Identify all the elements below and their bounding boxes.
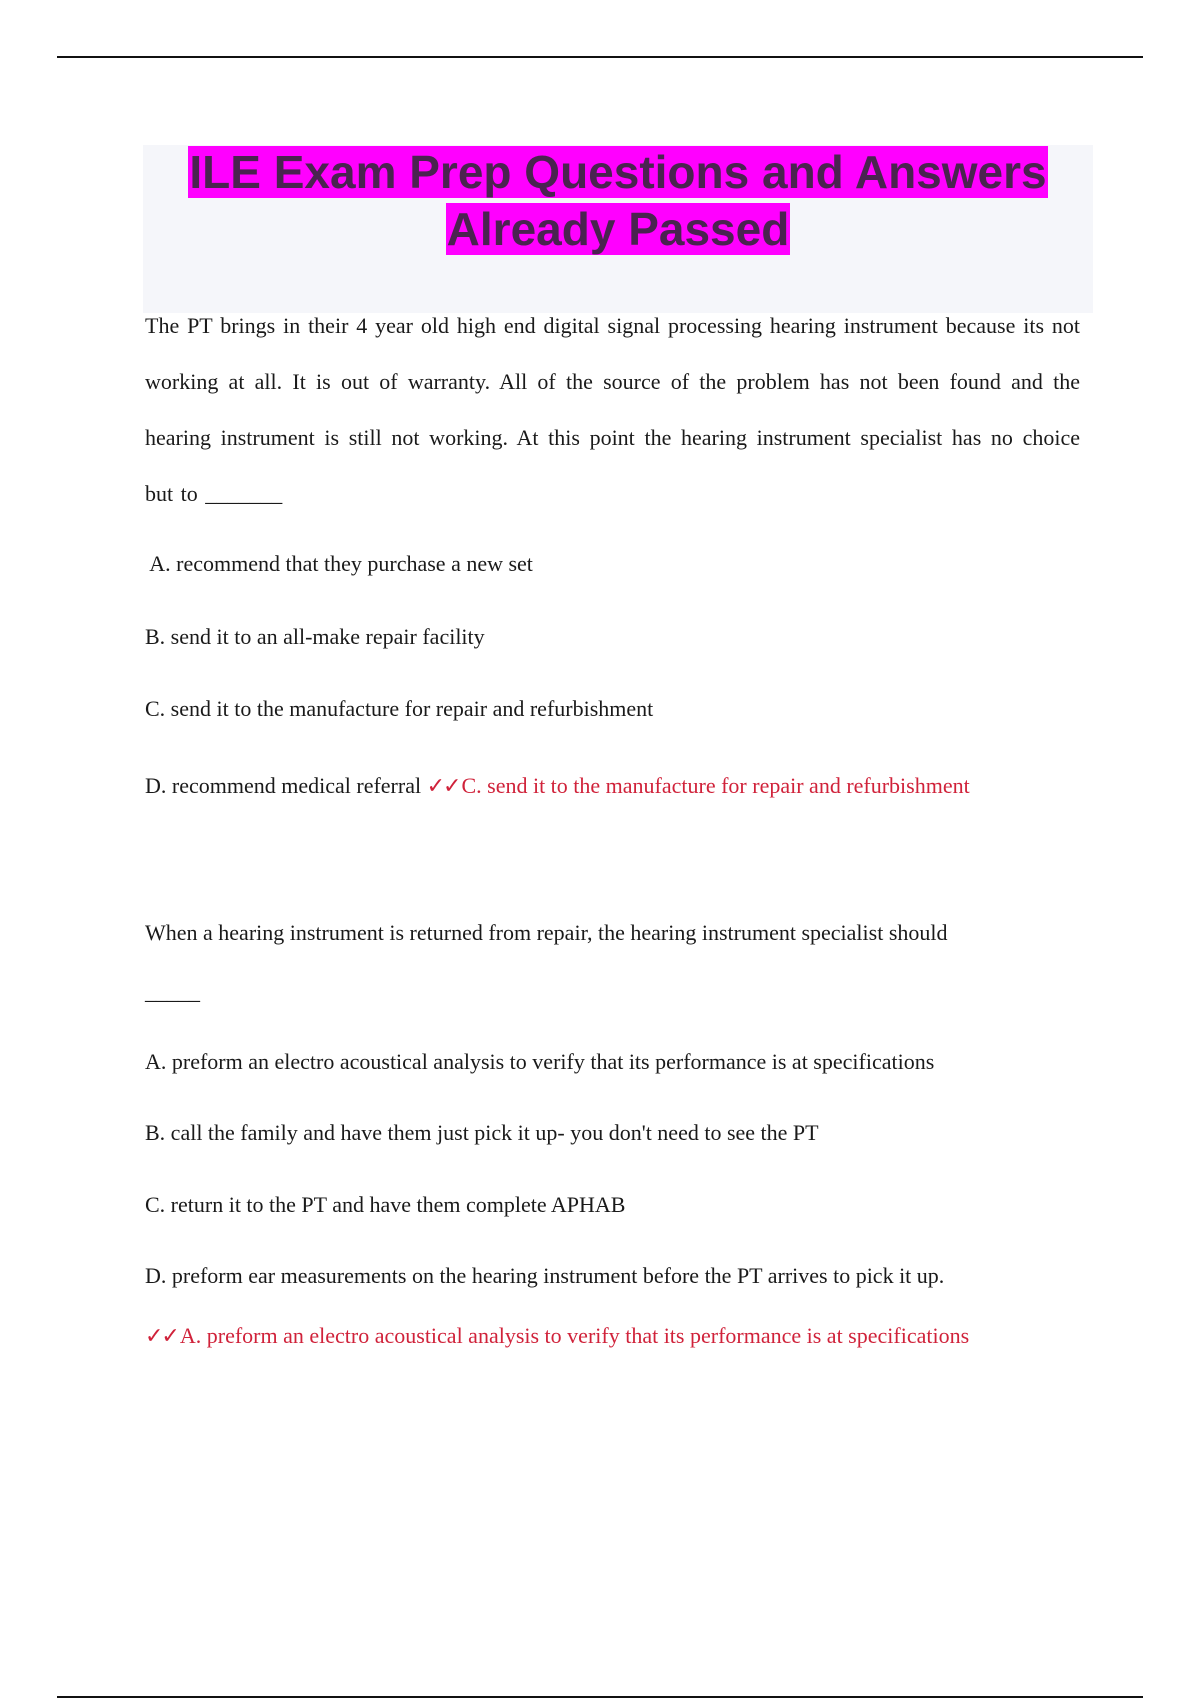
question-2-blank: _____ <box>145 979 200 1004</box>
question-1-option-d-text: D. recommend medical referral <box>145 773 427 798</box>
question-2-option-d: D. preform ear measurements on the hearing instrument before the PT arrives to pick it up. <box>145 1263 945 1288</box>
question-1-option-d <box>145 773 970 799</box>
question-1-option-b: B. send it to an all-make repair facility <box>145 624 485 649</box>
question-1-option-c: C. send it to the manufacture for repair and refurbishment <box>145 696 654 721</box>
question-1-answer: C. send it to the manufacture for repair and refurbishment <box>461 773 970 798</box>
question-1-option-a <box>145 551 533 577</box>
question-2-option-b: B. call the family and have them just pick it up- you don't need to see the PT <box>145 1120 819 1145</box>
question-2-option-c: C. return it to the PT and have them complete APHAB <box>145 1192 626 1217</box>
question-1-option-a-text: A. recommend that they purchase a new set <box>145 551 533 576</box>
question-2-answer: A. preform an electro acoustical analysis to verify that its performance is at specifications <box>179 1323 970 1348</box>
title-line-2: Already Passed <box>446 203 790 255</box>
footer-rule <box>57 1696 1143 1698</box>
question-2-stem: When a hearing instrument is returned from repair, the hearing instrument specialist should <box>145 920 948 945</box>
correct-answer-check-icon: ✓✓ <box>145 1323 178 1348</box>
correct-answer-check-icon: ✓✓ <box>426 773 460 798</box>
question-2-option-a: A. preform an electro acoustical analysis to verify that its performance is at specifications <box>145 1049 935 1074</box>
title-line-1: ILE Exam Prep Questions and Answers <box>189 146 1047 198</box>
question-1-stem: The PT brings in their 4 year old high end digital signal processing hearing instrument because its not working at all. It is out of warranty. All of the source of the problem has not been found and the hearing instrument is still not working. At this point the hearing instrument specialist has no choice but to _______ <box>145 313 1080 506</box>
question-2-answer-line <box>145 1323 969 1349</box>
header-rule <box>57 56 1143 58</box>
document-title <box>143 144 1093 258</box>
